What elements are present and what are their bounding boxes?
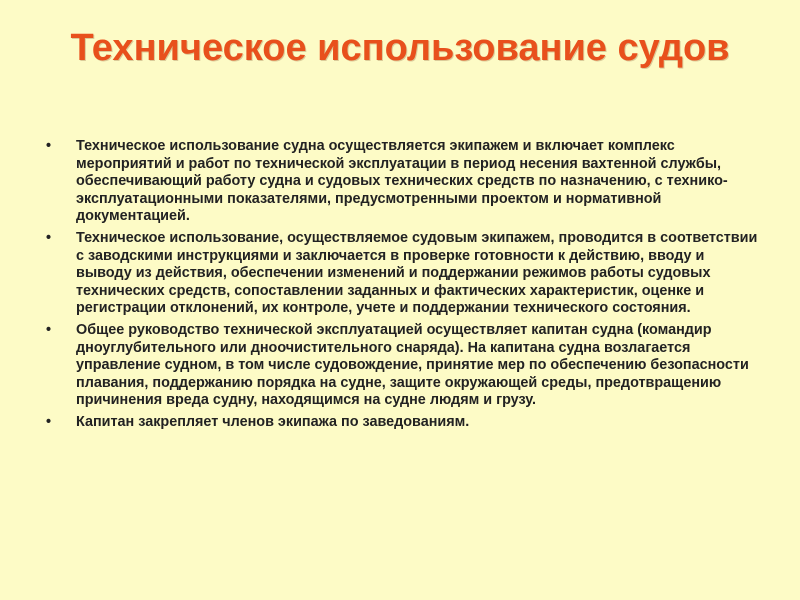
bullet-icon: • [46,138,52,154]
bullet-icon: • [46,229,52,246]
slide-title: Техническое использование судов [70,27,730,69]
bullet-text: Техническое использование, осуществляемое судовым экипажем, проводится в соответствии с заводскими инструкциями и заключается в проверке готовности к действию, вводу и выводу из действия, обеспечении изменений и поддержании режимов работы судовых технических средств, сопоставлении заданных и фактических характеристик, оценке и регистрации отклонений, их контроле, учете и поддержании технического состояния. [76,229,758,317]
bullet-list [46,138,758,436]
bullet-item [46,414,758,432]
bullet-item [46,230,758,318]
bullet-text: Общее руководство технической эксплуатацией осуществляет капитан судна (командир дноуглубительного или дноочистительного снаряда). На капитана судна возлагается управление судном, в том числе судовождение, принятие мер по обеспечению безопасности плавания, поддержанию порядка на судне, защите окружающей среды, предотвращению причинения вреда судну, находящимся на судне людям и грузу. [76,321,749,409]
bullet-text: Техническое использование судна осуществляется экипажем и включает комплекс мероприятий и работ по технической эксплуатации в период несения вахтенной службы, обеспечивающий работу судна и судовых технических средств по назначению, с технико-эксплуатационными показателями, предусмотренными проектом и нормативной документацией. [76,138,728,225]
bullet-icon: • [46,321,52,338]
bullet-item [46,322,758,410]
bullet-icon: • [46,413,52,430]
bullet-item [46,138,758,226]
bullet-text: Капитан закрепляет членов экипажа по заведованиям. [76,413,470,430]
